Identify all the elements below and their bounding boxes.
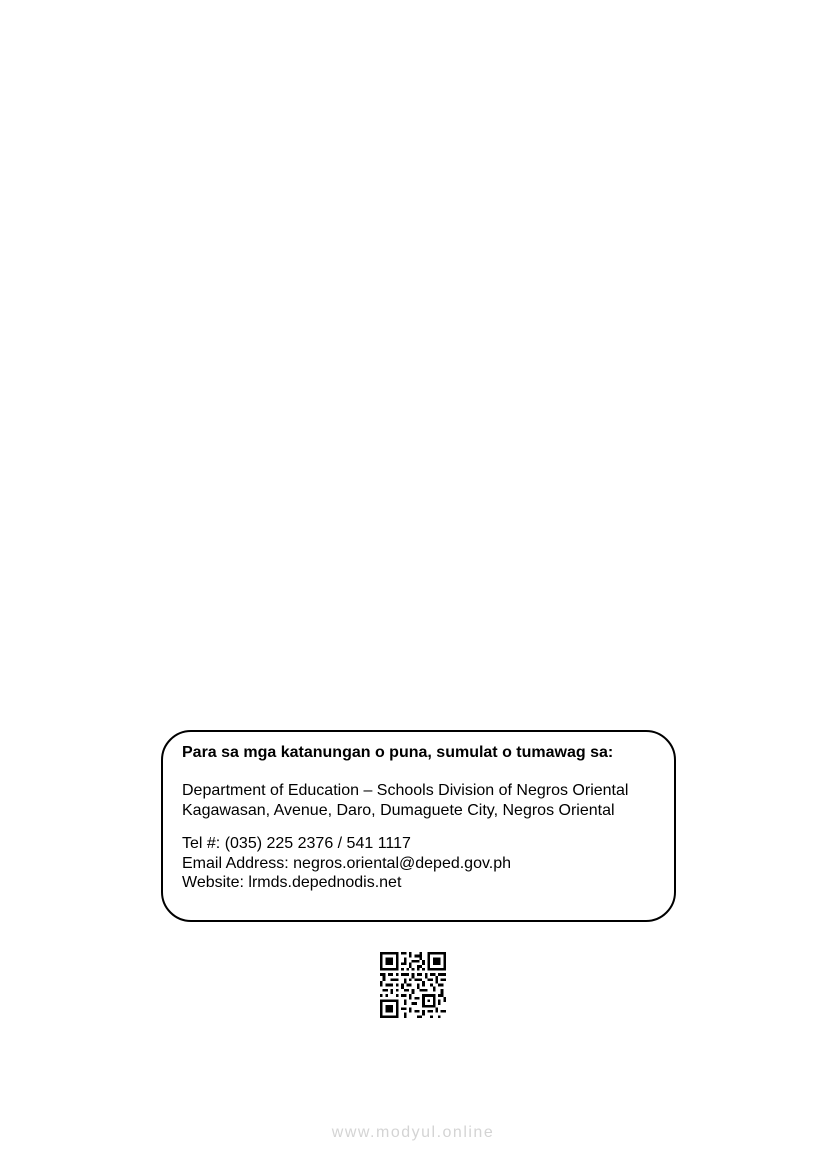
telephone-line: Tel #: (035) 225 2376 / 541 1117: [182, 835, 411, 852]
qr-code-graphic: [380, 952, 446, 1018]
watermark-text: www.modyul.online: [331, 1124, 495, 1141]
spacer: [182, 820, 674, 834]
address-line-1: Department of Education – Schools Division of Negros Oriental: [182, 782, 629, 799]
address-line-2: Kagawasan, Avenue, Daro, Dumaguete City, Negros Oriental: [182, 801, 615, 819]
website-line: Website: lrmds.depednodis.net: [182, 874, 402, 891]
email-line: Email Address: negros.oriental@deped.gov.ph: [182, 854, 512, 872]
contact-box: [161, 730, 676, 922]
contact-heading: Para sa mga katanungan o puna, sumulat o tumawag sa:: [182, 744, 614, 761]
qr-code-icon: [380, 952, 446, 1018]
